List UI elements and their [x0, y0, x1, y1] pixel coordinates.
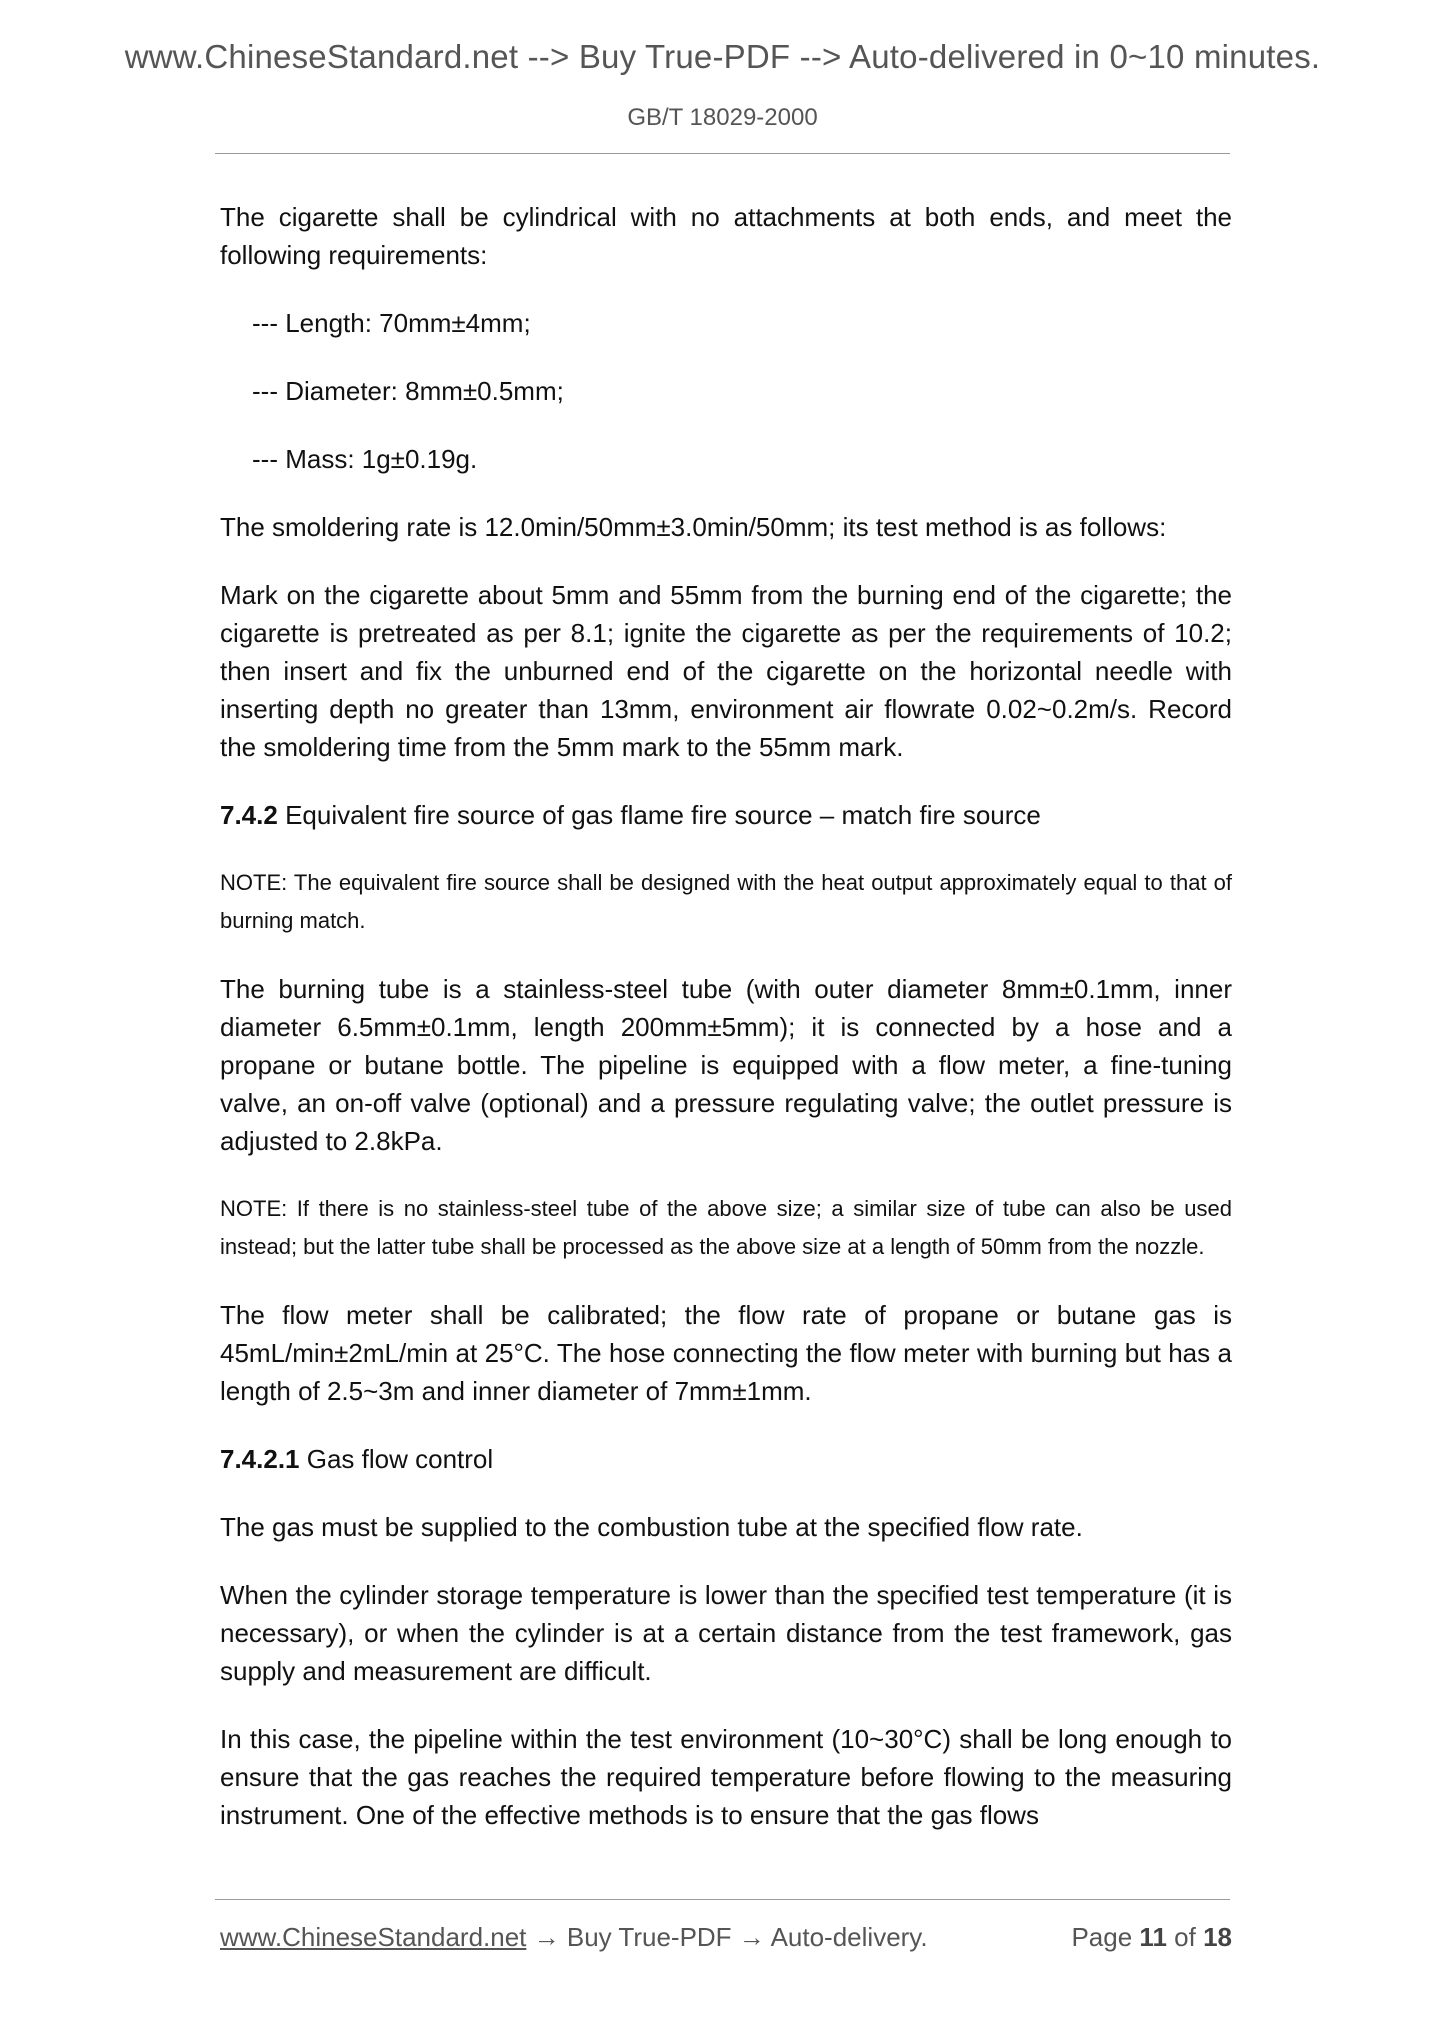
paragraph-test-method: Mark on the cigarette about 5mm and 55mm from the burning end of the cigarette; the cigarette is pretreated as per 8.1; ignite the cigarette as per the requirements of 10.2; then insert and fix the unburned end of the cigarette on the horizontal needle with inserting depth no greater than 13mm, environment air flowrate 0.02~0.2m/s. Record the smoldering time from the 5mm mark to the 55mm mark. [220, 580, 1232, 762]
top-banner: www.ChineseStandard.net --> Buy True-PDF --> Auto-delivered in 0~10 minutes. [124, 38, 1321, 75]
footer-divider [215, 1899, 1230, 1900]
paragraph-cigarette-shape: The cigarette shall be cylindrical with no attachments at both ends, and meet the following requirements: [220, 202, 1232, 270]
page-label: Page [1071, 1922, 1133, 1952]
section-heading-7-4-2 [220, 796, 1232, 834]
section-heading-7-4-2-1 [220, 1440, 1232, 1478]
paragraph-gas-supply: The gas must be supplied to the combustion tube at the specified flow rate. [220, 1512, 1083, 1542]
paragraph-cylinder-temperature: When the cylinder storage temperature is lower than the specified test temperature (it is necessary), or when the cylinder is at a certain distance from the test framework, gas supply and measurement are difficult. [220, 1580, 1232, 1686]
paragraph-burning-tube: The burning tube is a stainless-steel tube (with outer diameter 8mm±0.1mm, inner diameter 6.5mm±0.1mm, length 200mm±5mm); it is connected by a hose and a propane or butane bottle. The pipeline is equipped with a flow meter, a fine-tuning valve, an on-off valve (optional) and a pressure regulating valve; the outlet pressure is adjusted to 2.8kPa. [220, 974, 1232, 1156]
footer-tagline: → Buy True-PDF → Auto-delivery. [526, 1922, 928, 1952]
of-label: of [1174, 1922, 1196, 1952]
footer-site-link[interactable]: www.ChineseStandard.net [220, 1922, 527, 1952]
page-indicator [1071, 1922, 1232, 1953]
note-tube-size: NOTE: If there is no stainless-steel tube of the above size; a similar size of tube can also be used instead; but the latter tube shall be processed as the above size at a length of 50mm from the nozzle. [220, 1196, 1232, 1259]
header-divider [215, 153, 1230, 154]
section-number: 7.4.2.1 [220, 1444, 300, 1474]
document-body [220, 198, 1232, 1864]
note-heat-output: NOTE: The equivalent fire source shall be designed with the heat output approximately equal to that of burning match. [220, 870, 1232, 933]
list-item-mass: --- Mass: 1g±0.19g. [252, 444, 478, 474]
page-footer [220, 1922, 1232, 1953]
section-title: Equivalent fire source of gas flame fire source – match fire source [285, 800, 1041, 830]
paragraph-flow-meter: The flow meter shall be calibrated; the flow rate of propane or butane gas is 45mL/min±2mL/min at 25°C. The hose connecting the flow meter with burning but has a length of 2.5~3m and inner diameter of 7mm±1mm. [220, 1300, 1232, 1406]
standard-code: GB/T 18029-2000 [627, 104, 818, 131]
list-item-length: --- Length: 70mm±4mm; [252, 308, 531, 338]
list-item-diameter: --- Diameter: 8mm±0.5mm; [252, 376, 564, 406]
total-pages-number: 18 [1203, 1922, 1232, 1952]
section-title: Gas flow control [306, 1444, 494, 1474]
footer-promo [220, 1922, 928, 1952]
current-page-number: 11 [1139, 1922, 1167, 1952]
section-number: 7.4.2 [220, 800, 278, 830]
paragraph-smoldering-rate: The smoldering rate is 12.0min/50mm±3.0min/50mm; its test method is as follows: [220, 512, 1167, 542]
paragraph-pipeline: In this case, the pipeline within the test environment (10~30°C) shall be long enough to ensure that the gas reaches the required temperature before flowing to the measuring instrument. One of the effective methods is to ensure that the gas flows [220, 1724, 1232, 1830]
